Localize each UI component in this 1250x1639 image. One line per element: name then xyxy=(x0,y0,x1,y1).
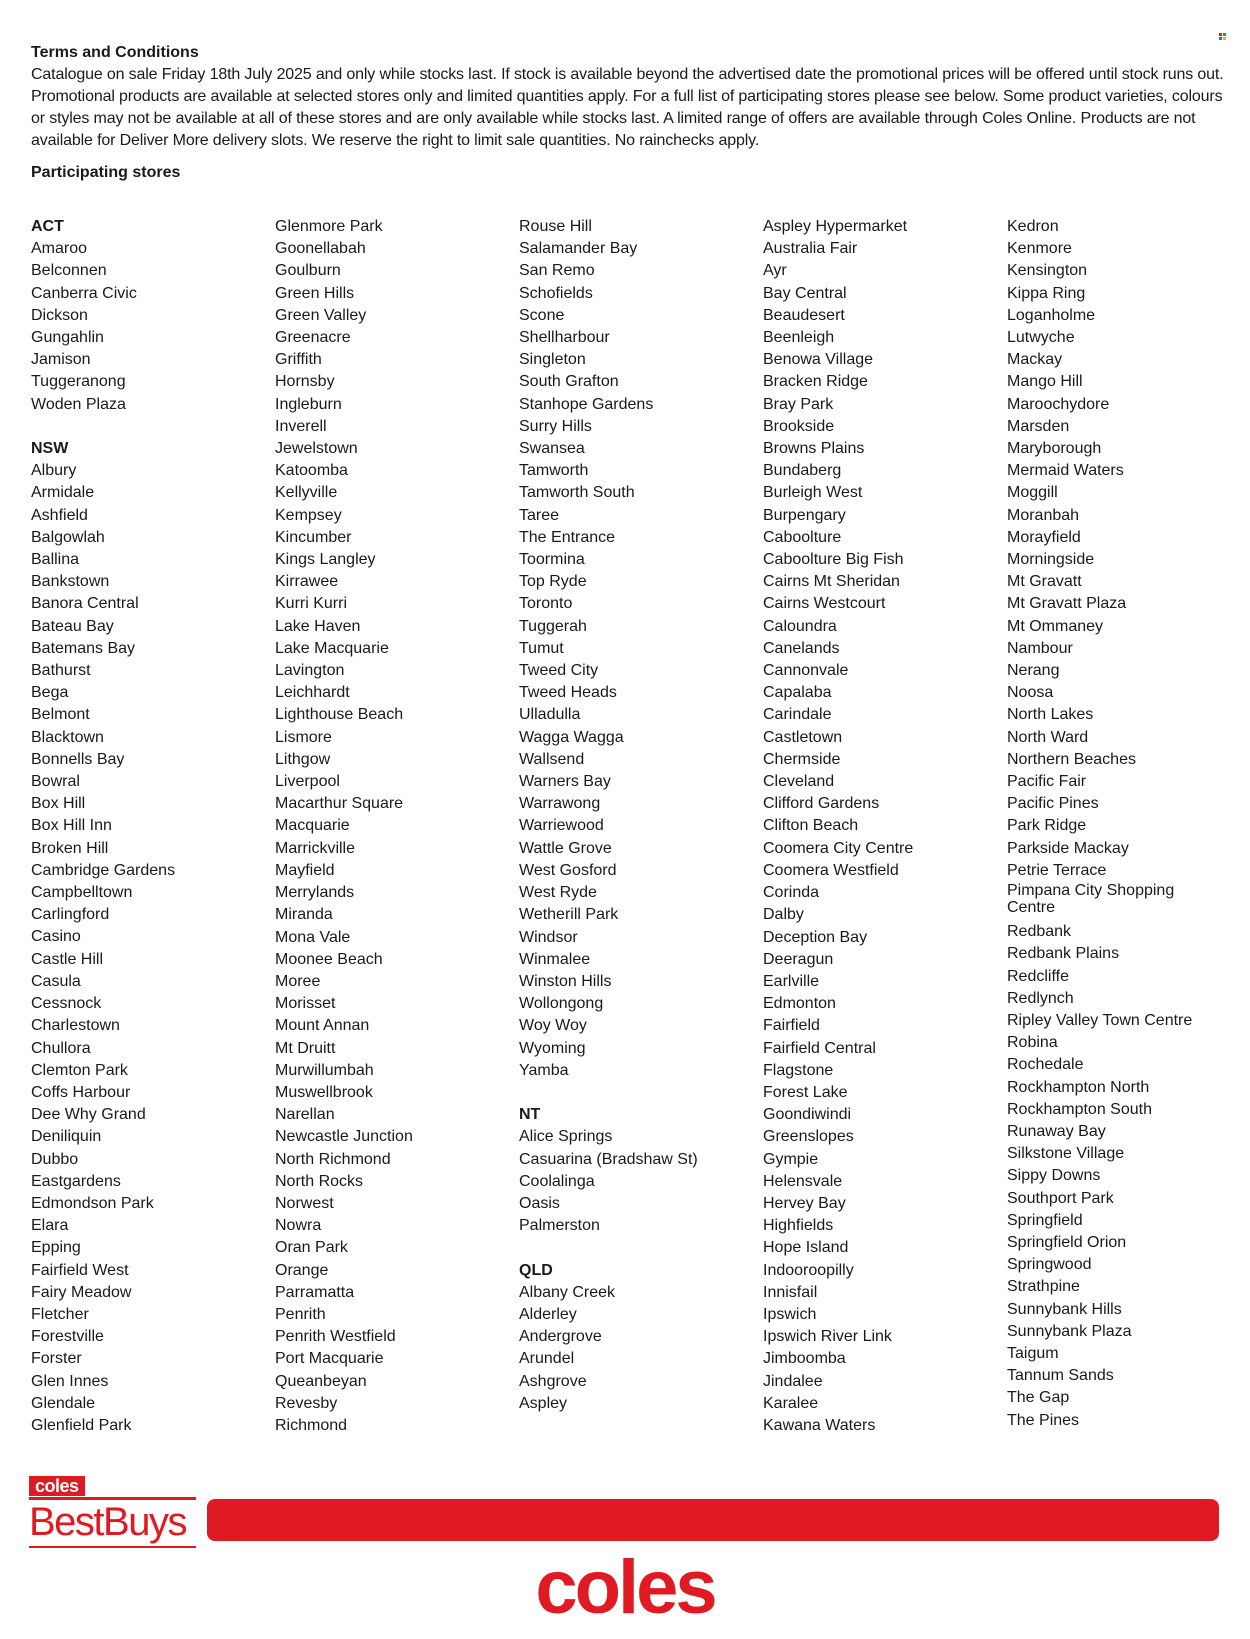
store-name: Tannum Sands xyxy=(1007,1367,1114,1385)
store-name: Lake Haven xyxy=(275,617,361,635)
store-name: Armidale xyxy=(31,484,95,502)
store-name: Bankstown xyxy=(31,573,110,591)
store-name: Mermaid Waters xyxy=(1007,462,1124,480)
store-name: Taigum xyxy=(1007,1344,1059,1362)
store-name: Wagga Wagga xyxy=(519,728,624,746)
store-name: The Gap xyxy=(1007,1389,1070,1407)
store-name: Glendale xyxy=(31,1394,96,1412)
store-name: Kensington xyxy=(1007,262,1088,280)
store-name: Petrie Terrace xyxy=(1007,861,1107,879)
store-name: Wattle Grove xyxy=(519,839,612,857)
store-name: Morningside xyxy=(1007,551,1095,569)
store-name: Sippy Downs xyxy=(1007,1167,1101,1185)
store-name: Northern Beaches xyxy=(1007,750,1136,768)
participating-stores-title: Participating stores xyxy=(31,164,181,181)
store-name: Cairns Westcourt xyxy=(763,595,886,613)
store-name: Castletown xyxy=(763,728,843,746)
store-name: Alderley xyxy=(519,1305,577,1323)
terms-body: Catalogue on sale Friday 18th July 2025 and only while stocks last. If stock is available beyond the advertised date the promotional prices will be offered until stock runs out. Promotional products are available at selected stores only and limited quantities apply. For a full list of participating stores please see below. Some product varieties, colours or styles may not be available at all of these stores and are only available while stocks last. A limited range of offers are available through Coles Online. Products are not available for Deliver More delivery slots. We reserve the right to limit sale quantities. No rainchecks apply. xyxy=(31,66,1224,149)
store-name: Mona Vale xyxy=(275,928,351,946)
store-name: Liverpool xyxy=(275,773,340,791)
store-name: Glenfield Park xyxy=(31,1416,132,1434)
store-name: Wetherill Park xyxy=(519,906,619,924)
store-name: Caloundra xyxy=(763,617,837,635)
store-name: Maryborough xyxy=(1007,440,1102,458)
store-name: Ipswich River Link xyxy=(763,1328,892,1346)
store-name: Marrickville xyxy=(275,839,355,857)
store-name: Tuggerah xyxy=(519,617,587,635)
store-name: Cairns Mt Sheridan xyxy=(763,573,900,591)
store-name: Bowral xyxy=(31,773,80,791)
store-name: Karalee xyxy=(763,1394,819,1412)
store-name: Banora Central xyxy=(31,595,139,613)
store-name: Greenacre xyxy=(275,329,351,347)
store-name: Griffith xyxy=(275,351,322,369)
store-name: Cleveland xyxy=(763,773,835,791)
store-name: Wyoming xyxy=(519,1039,586,1057)
store-name: Canelands xyxy=(763,639,840,657)
store-name: Coomera Westfield xyxy=(763,861,899,879)
store-name: The Pines xyxy=(1007,1411,1080,1429)
state-heading: QLD xyxy=(519,1261,553,1279)
store-name: Warrawong xyxy=(519,795,601,813)
store-name: Mackay xyxy=(1007,351,1063,369)
store-name: Tweed City xyxy=(519,662,599,680)
store-name: Forest Lake xyxy=(763,1083,848,1101)
store-name: Casula xyxy=(31,972,81,990)
store-name: North Lakes xyxy=(1007,706,1094,724)
store-name: Flagstone xyxy=(763,1061,834,1079)
store-name: Mount Annan xyxy=(275,1017,370,1035)
store-name: Forestville xyxy=(31,1328,104,1346)
store-name: Narellan xyxy=(275,1106,335,1124)
terms-title: Terms and Conditions xyxy=(31,44,199,61)
store-name: Hornsby xyxy=(275,373,335,391)
store-name: Rochedale xyxy=(1007,1056,1084,1074)
store-name: Tumut xyxy=(519,639,564,657)
store-name: Macarthur Square xyxy=(275,795,404,813)
store-name: Salamander Bay xyxy=(519,240,638,258)
store-column-2 xyxy=(275,216,515,1437)
store-name: Coomera City Centre xyxy=(763,839,914,857)
store-name: Springwood xyxy=(1007,1256,1092,1274)
store-name: Lake Macquarie xyxy=(275,639,389,657)
store-name: The Entrance xyxy=(519,528,616,546)
store-name: Ayr xyxy=(763,262,787,280)
store-name: Rockhampton North xyxy=(1007,1078,1150,1096)
store-name: Goondiwindi xyxy=(763,1106,852,1124)
store-name: Fairfield Central xyxy=(763,1039,876,1057)
store-name: Stanhope Gardens xyxy=(519,395,654,413)
store-name: Leichhardt xyxy=(275,684,350,702)
store-name: Taree xyxy=(519,506,560,524)
store-name: Parramatta xyxy=(275,1283,355,1301)
store-name: Kincumber xyxy=(275,528,352,546)
store-name: Jamison xyxy=(31,351,91,369)
store-name: Woy Woy xyxy=(519,1017,587,1035)
store-name: Burleigh West xyxy=(763,484,863,502)
store-name: Chermside xyxy=(763,750,841,768)
store-name: Tamworth South xyxy=(519,484,635,502)
store-name: Nowra xyxy=(275,1217,322,1235)
store-name: North Rocks xyxy=(275,1172,364,1190)
store-name: Rouse Hill xyxy=(519,218,592,235)
store-name: Bega xyxy=(31,684,69,702)
store-name: Shellharbour xyxy=(519,329,610,347)
store-name: Moonee Beach xyxy=(275,950,383,968)
store-name: Beaudesert xyxy=(763,306,845,324)
state-heading: NT xyxy=(519,1106,541,1124)
store-name: Wollongong xyxy=(519,995,604,1013)
store-name: Pacific Fair xyxy=(1007,773,1087,791)
store-name: Glenmore Park xyxy=(275,218,383,235)
store-name: Ripley Valley Town Centre xyxy=(1007,1011,1193,1029)
store-name: Palmerston xyxy=(519,1217,600,1235)
store-name: Redbank xyxy=(1007,923,1072,941)
store-name: Fletcher xyxy=(31,1305,89,1323)
store-name: Winston Hills xyxy=(519,972,612,990)
store-name: Australia Fair xyxy=(763,240,858,258)
store-name: Jindalee xyxy=(763,1372,823,1390)
store-name: Warners Bay xyxy=(519,773,611,791)
store-name: Lutwyche xyxy=(1007,329,1075,347)
store-name: Kenmore xyxy=(1007,240,1072,258)
store-name: Chullora xyxy=(31,1039,91,1057)
store-name: Pacific Pines xyxy=(1007,795,1099,813)
store-name: Glen Innes xyxy=(31,1372,109,1390)
store-column-4 xyxy=(763,216,1003,1437)
store-name: Ipswich xyxy=(763,1305,817,1323)
store-name: Kellyville xyxy=(275,484,338,502)
store-name: Woden Plaza xyxy=(31,395,126,413)
store-name: Springfield Orion xyxy=(1007,1233,1127,1251)
store-name: Cannonvale xyxy=(763,662,849,680)
store-name: Lismore xyxy=(275,728,332,746)
store-name: Newcastle Junction xyxy=(275,1128,413,1146)
store-name: Winmalee xyxy=(519,950,591,968)
store-column-1 xyxy=(31,216,271,1437)
store-name: Aspley xyxy=(519,1394,568,1412)
store-name: Kedron xyxy=(1007,218,1059,235)
coles-footer-logo: coles xyxy=(535,1545,715,1630)
store-name: Tuggeranong xyxy=(31,373,126,391)
store-name: South Grafton xyxy=(519,373,619,391)
store-name: Oran Park xyxy=(275,1239,348,1257)
store-name: Ballina xyxy=(31,551,80,569)
store-name: Ulladulla xyxy=(519,706,581,724)
store-name: North Richmond xyxy=(275,1150,391,1168)
store-name: Box Hill Inn xyxy=(31,817,112,835)
bestbuys-logo-text: BestBuys xyxy=(29,1500,186,1544)
store-name: Toormina xyxy=(519,551,585,569)
store-name: Lighthouse Beach xyxy=(275,706,404,724)
store-name: West Ryde xyxy=(519,884,597,902)
store-name: Springfield xyxy=(1007,1211,1083,1229)
store-name: Moranbah xyxy=(1007,506,1080,524)
store-name: Clifford Gardens xyxy=(763,795,880,813)
store-name: Charlestown xyxy=(31,1017,120,1035)
store-name: Noosa xyxy=(1007,684,1054,702)
store-name: Rockhampton South xyxy=(1007,1100,1152,1118)
store-name: Merrylands xyxy=(275,884,355,902)
state-heading: ACT xyxy=(31,218,64,235)
store-name: Penrith Westfield xyxy=(275,1328,396,1346)
store-name: Richmond xyxy=(275,1416,348,1434)
store-name: Oasis xyxy=(519,1194,560,1212)
store-name: Bay Central xyxy=(763,284,847,302)
store-name: Silkstone Village xyxy=(1007,1145,1125,1163)
store-name: Nerang xyxy=(1007,662,1060,680)
store-name: Dickson xyxy=(31,306,88,324)
store-name: Hope Island xyxy=(763,1239,849,1257)
store-name: Castle Hill xyxy=(31,950,104,968)
store-name: Warriewood xyxy=(519,817,604,835)
store-name: Balgowlah xyxy=(31,528,105,546)
store-name: Caboolture xyxy=(763,528,842,546)
store-name: Amaroo xyxy=(31,240,88,258)
store-name: Edmondson Park xyxy=(31,1194,154,1212)
store-name: Blacktown xyxy=(31,728,104,746)
store-name: Bracken Ridge xyxy=(763,373,868,391)
store-name: Kings Langley xyxy=(275,551,376,569)
store-name: Aspley Hypermarket xyxy=(763,218,908,235)
store-name: Redcliffe xyxy=(1007,967,1069,985)
store-name: Gympie xyxy=(763,1150,819,1168)
store-name: Edmonton xyxy=(763,995,836,1013)
store-name: Earlville xyxy=(763,972,820,990)
store-name: Mango Hill xyxy=(1007,373,1083,391)
store-name: Mayfield xyxy=(275,861,335,879)
store-name: Coolalinga xyxy=(519,1172,595,1190)
store-name: Robina xyxy=(1007,1034,1058,1052)
store-name: Kirrawee xyxy=(275,573,339,591)
store-name: Pimpana City Shopping Centre xyxy=(1007,882,1175,917)
store-name: Benowa Village xyxy=(763,351,874,369)
store-name: Redbank Plains xyxy=(1007,945,1120,963)
state-heading: NSW xyxy=(31,440,69,458)
store-name: Maroochydore xyxy=(1007,395,1110,413)
store-name: Inverell xyxy=(275,417,327,435)
store-name: Singleton xyxy=(519,351,586,369)
color-dots-icon xyxy=(1219,33,1227,41)
store-name: West Gosford xyxy=(519,861,617,879)
store-name: Innisfail xyxy=(763,1283,818,1301)
store-name: Helensvale xyxy=(763,1172,843,1190)
store-name: Redlynch xyxy=(1007,989,1074,1007)
spacer xyxy=(519,1237,759,1259)
store-name: Brookside xyxy=(763,417,835,435)
store-name: Cessnock xyxy=(31,995,102,1013)
store-name: Jewelstown xyxy=(275,440,358,458)
spacer xyxy=(31,416,271,438)
store-name: Casuarina (Bradshaw St) xyxy=(519,1150,698,1168)
store-name: Surry Hills xyxy=(519,417,592,435)
store-name: Queanbeyan xyxy=(275,1372,367,1390)
store-name: Box Hill xyxy=(31,795,86,813)
store-name: Cambridge Gardens xyxy=(31,861,176,879)
store-name: Parkside Mackay xyxy=(1007,839,1129,857)
store-name: Caboolture Big Fish xyxy=(763,551,904,569)
store-name: Deniliquin xyxy=(31,1128,102,1146)
store-name: Campbelltown xyxy=(31,884,133,902)
store-name: Swansea xyxy=(519,440,585,458)
store-name: Katoomba xyxy=(275,462,348,480)
store-name: Corinda xyxy=(763,884,820,902)
store-name: Indooroopilly xyxy=(763,1261,854,1279)
store-name: Norwest xyxy=(275,1194,334,1212)
store-name: Belmont xyxy=(31,706,90,724)
store-name: Miranda xyxy=(275,906,333,924)
store-name: Dee Why Grand xyxy=(31,1106,146,1124)
store-name: Burpengary xyxy=(763,506,846,524)
store-name: Muswellbrook xyxy=(275,1083,373,1101)
terms-section xyxy=(31,42,1226,152)
store-name: Bundaberg xyxy=(763,462,842,480)
store-name: Nambour xyxy=(1007,639,1073,657)
store-name: Bonnells Bay xyxy=(31,750,125,768)
store-name: Dubbo xyxy=(31,1150,79,1168)
store-name: Hervey Bay xyxy=(763,1194,846,1212)
store-name: Eastgardens xyxy=(31,1172,121,1190)
store-name: Casino xyxy=(31,928,81,946)
store-name: Fairy Meadow xyxy=(31,1283,132,1301)
store-name: Elara xyxy=(31,1217,69,1235)
store-name: Top Ryde xyxy=(519,573,587,591)
store-name: Kempsey xyxy=(275,506,342,524)
store-name: Scone xyxy=(519,306,565,324)
store-name: Greenslopes xyxy=(763,1128,854,1146)
store-name: Southport Park xyxy=(1007,1189,1114,1207)
store-name: Toronto xyxy=(519,595,573,613)
store-name: Murwillumbah xyxy=(275,1061,374,1079)
store-name: Mt Ommaney xyxy=(1007,617,1104,635)
store-name: Capalaba xyxy=(763,684,832,702)
store-name: Windsor xyxy=(519,928,578,946)
store-name: Alice Springs xyxy=(519,1128,613,1146)
store-name: Kurri Kurri xyxy=(275,595,348,613)
store-name: Clemton Park xyxy=(31,1061,128,1079)
spacer xyxy=(519,1082,759,1104)
store-name: Deeragun xyxy=(763,950,834,968)
store-name: Canberra Civic xyxy=(31,284,137,302)
store-name: Batemans Bay xyxy=(31,639,136,657)
store-name: Kawana Waters xyxy=(763,1416,876,1434)
store-name: Schofields xyxy=(519,284,593,302)
store-name: Ashfield xyxy=(31,506,88,524)
store-name: Green Hills xyxy=(275,284,355,302)
store-name: Broken Hill xyxy=(31,839,109,857)
store-name: Penrith xyxy=(275,1305,326,1323)
store-name: Port Macquarie xyxy=(275,1350,384,1368)
store-name: Epping xyxy=(31,1239,81,1257)
store-name: Mt Gravatt Plaza xyxy=(1007,595,1127,613)
store-name: Mt Gravatt xyxy=(1007,573,1082,591)
store-name: Fairfield West xyxy=(31,1261,129,1279)
store-name: Belconnen xyxy=(31,262,107,280)
store-name: Loganholme xyxy=(1007,306,1096,324)
store-name: Goonellabah xyxy=(275,240,366,258)
store-name: Runaway Bay xyxy=(1007,1122,1106,1140)
store-name: Deception Bay xyxy=(763,928,868,946)
store-name: Kippa Ring xyxy=(1007,284,1086,302)
store-name: Gungahlin xyxy=(31,329,104,347)
store-name: Dalby xyxy=(763,906,804,924)
store-name: Highfields xyxy=(763,1217,834,1235)
store-name: Andergrove xyxy=(519,1328,602,1346)
store-name: Albury xyxy=(31,462,77,480)
store-name: Sunnybank Plaza xyxy=(1007,1322,1132,1340)
store-name: Moggill xyxy=(1007,484,1058,502)
store-name: Marsden xyxy=(1007,417,1070,435)
store-name: Carindale xyxy=(763,706,832,724)
store-name: Orange xyxy=(275,1261,329,1279)
footer-red-bar xyxy=(207,1499,1219,1541)
store-name: Carlingford xyxy=(31,906,110,924)
store-name: Coffs Harbour xyxy=(31,1083,131,1101)
store-name: Albany Creek xyxy=(519,1283,616,1301)
store-name: Fairfield xyxy=(763,1017,820,1035)
store-name: Tweed Heads xyxy=(519,684,617,702)
store-name: Green Valley xyxy=(275,306,367,324)
store-name: Bathurst xyxy=(31,662,91,680)
store-name: Wallsend xyxy=(519,750,585,768)
store-name: Moree xyxy=(275,972,321,990)
store-name: San Remo xyxy=(519,262,595,280)
store-column-3 xyxy=(519,216,759,1415)
store-name: Macquarie xyxy=(275,817,350,835)
store-name: Park Ridge xyxy=(1007,817,1087,835)
store-name: Ashgrove xyxy=(519,1372,587,1390)
store-name: Morisset xyxy=(275,995,336,1013)
store-name: Tamworth xyxy=(519,462,589,480)
store-name: Arundel xyxy=(519,1350,575,1368)
store-name: Lithgow xyxy=(275,750,331,768)
store-name: Sunnybank Hills xyxy=(1007,1300,1122,1318)
store-name: Lavington xyxy=(275,662,345,680)
store-name: North Ward xyxy=(1007,728,1089,746)
store-name: Forster xyxy=(31,1350,82,1368)
store-name: Bray Park xyxy=(763,395,834,413)
store-name: Clifton Beach xyxy=(763,817,859,835)
store-name: Yamba xyxy=(519,1061,569,1079)
store-name: Goulburn xyxy=(275,262,341,280)
store-name: Revesby xyxy=(275,1394,338,1412)
store-name: Browns Plains xyxy=(763,440,865,458)
store-name: Beenleigh xyxy=(763,329,835,347)
store-name: Bateau Bay xyxy=(31,617,114,635)
coles-tag-logo: coles xyxy=(29,1476,85,1496)
store-name: Jimboomba xyxy=(763,1350,846,1368)
store-name: Mt Druitt xyxy=(275,1039,336,1057)
store-column-5 xyxy=(1007,216,1237,1432)
store-name: Morayfield xyxy=(1007,528,1081,546)
store-name: Ingleburn xyxy=(275,395,342,413)
store-name: Strathpine xyxy=(1007,1278,1080,1296)
